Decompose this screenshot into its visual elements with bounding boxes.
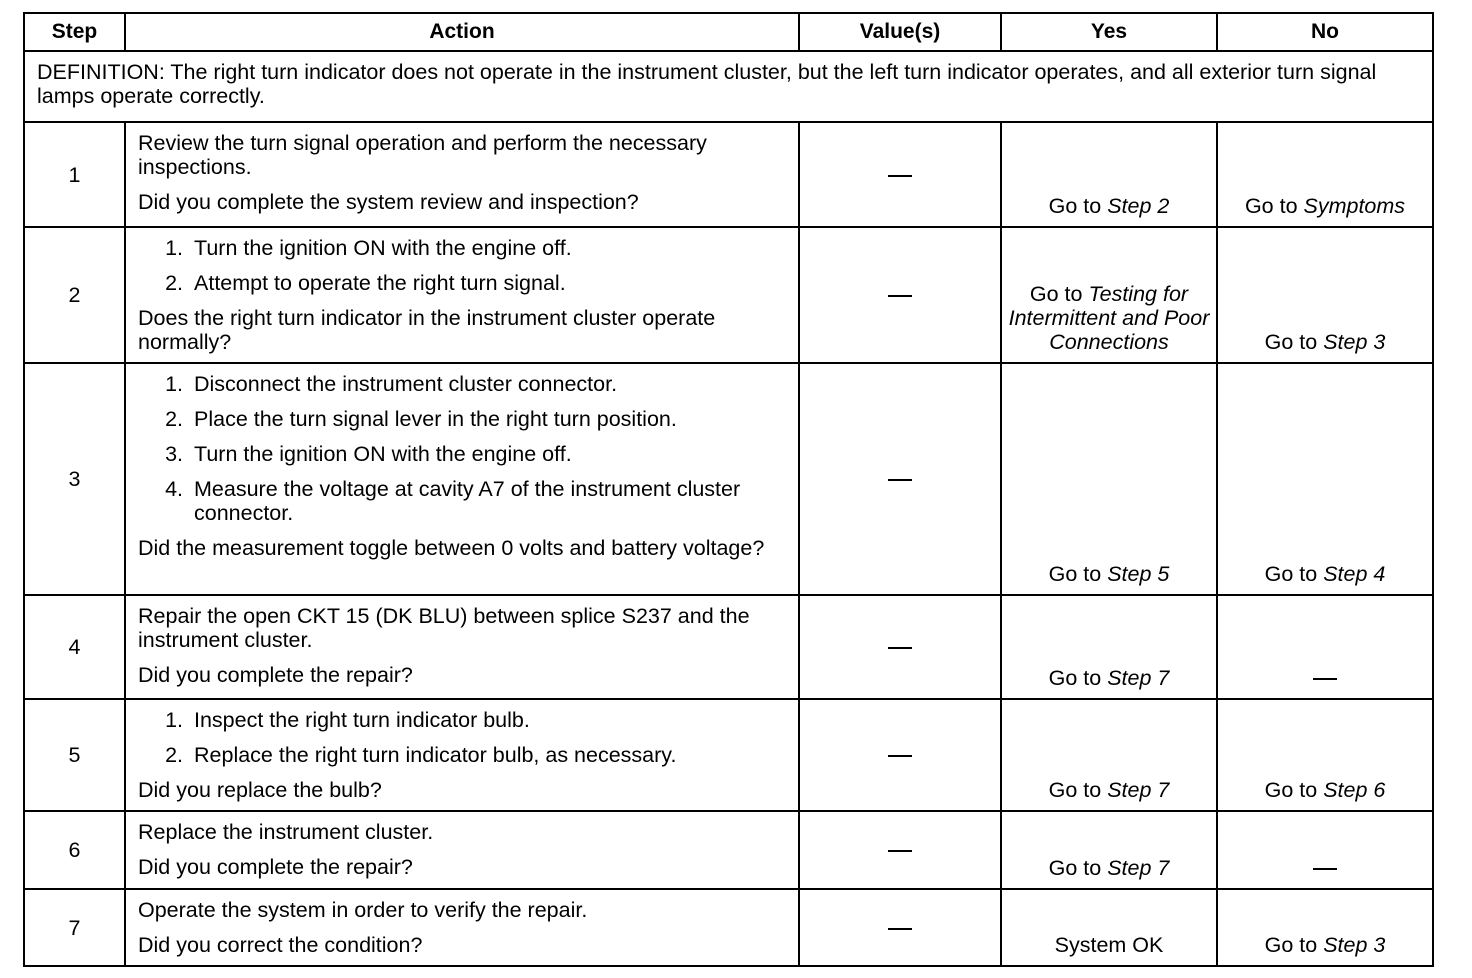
step-number: 3 (24, 363, 125, 595)
yes-goto-label: Go to (1029, 282, 1089, 306)
header-step: Step (24, 13, 125, 51)
value-cell (799, 699, 1001, 811)
value-cell (799, 363, 1001, 595)
value-dash (888, 479, 912, 481)
action-list-item (138, 477, 788, 525)
action-cell (125, 889, 799, 966)
definition-row (24, 51, 1433, 122)
list-item-text: Attempt to operate the right turn signal. (194, 271, 566, 295)
no-reference: Step 3 (1323, 330, 1386, 354)
action-question: Did you complete the repair? (138, 663, 413, 687)
header-action: Action (125, 13, 799, 51)
no-reference: Symptoms (1303, 194, 1406, 218)
step-row (24, 227, 1433, 363)
no-cell (1217, 595, 1433, 699)
action-instruction: Operate the system in order to verify the repair. (138, 898, 588, 922)
list-item-number: 4. (165, 477, 183, 501)
action-list-item (138, 372, 788, 396)
action-instruction: Replace the instrument cluster. (138, 820, 434, 844)
step-row (24, 363, 1433, 595)
no-cell (1217, 363, 1433, 595)
action-list-item (138, 271, 788, 295)
yes-cell (1001, 227, 1217, 363)
list-item-text: Place the turn signal lever in the right turn position. (194, 407, 677, 431)
header-yes: Yes (1001, 13, 1217, 51)
yes-cell (1001, 122, 1217, 227)
list-item-text: Turn the ignition ON with the engine off. (194, 236, 572, 260)
list-item-number: 2. (165, 743, 183, 767)
value-dash (888, 175, 912, 177)
action-cell (125, 699, 799, 811)
action-question: Did you complete the system review and inspection? (138, 190, 639, 214)
yes-reference: Step 7 (1107, 778, 1170, 802)
value-dash (888, 850, 912, 852)
step-number: 7 (24, 889, 125, 966)
value-dash (888, 295, 912, 297)
action-cell (125, 811, 799, 889)
no-dash-mark (1313, 678, 1337, 680)
no-goto-label: Go to (1264, 778, 1324, 802)
yes-goto-label: Go to (1048, 562, 1108, 586)
action-question: Did you replace the bulb? (138, 778, 382, 802)
yes-goto-label: Go to (1048, 778, 1108, 802)
action-cell (125, 122, 799, 227)
value-cell (799, 889, 1001, 966)
yes-reference: Step 2 (1107, 194, 1170, 218)
yes-reference: Testing for Intermittent and Poor Connections (1008, 282, 1210, 354)
list-item-number: 1. (165, 236, 183, 260)
definition-text: DEFINITION: The right turn indicator does not operate in the instrument cluster, but the left turn indicator operates, and all exterior turn signal lamps operate correctly. (24, 51, 1433, 122)
value-dash (888, 647, 912, 649)
list-item-text: Disconnect the instrument cluster connector. (194, 372, 618, 396)
no-cell (1217, 227, 1433, 363)
action-question: Did you correct the condition? (138, 933, 423, 957)
action-instruction: Review the turn signal operation and perform the necessary inspections. (138, 131, 707, 179)
action-cell (125, 595, 799, 699)
list-item-text: Replace the right turn indicator bulb, as necessary. (194, 743, 677, 767)
step-row (24, 699, 1433, 811)
action-instruction: Repair the open CKT 15 (DK BLU) between splice S237 and the instrument cluster. (138, 604, 750, 652)
value-cell (799, 122, 1001, 227)
action-list-item (138, 407, 788, 431)
action-list-item (138, 708, 788, 732)
no-goto-label: Go to (1264, 933, 1324, 957)
no-goto-label: Go to (1264, 562, 1324, 586)
list-item-number: 1. (165, 372, 183, 396)
no-cell (1217, 699, 1433, 811)
yes-cell (1001, 595, 1217, 699)
step-number: 2 (24, 227, 125, 363)
step-row (24, 889, 1433, 966)
value-dash (888, 755, 912, 757)
value-cell (799, 595, 1001, 699)
header-no: No (1217, 13, 1433, 51)
yes-reference: Step 5 (1107, 562, 1170, 586)
yes-cell (1001, 699, 1217, 811)
step-number: 1 (24, 122, 125, 227)
yes-cell (1001, 889, 1217, 966)
yes-cell (1001, 811, 1217, 889)
yes-goto-label: Go to (1048, 666, 1108, 690)
no-goto-label: Go to (1264, 330, 1324, 354)
step-row (24, 811, 1433, 889)
list-item-number: 1. (165, 708, 183, 732)
no-cell (1217, 889, 1433, 966)
list-item-text: Measure the voltage at cavity A7 of the instrument cluster connector. (194, 477, 741, 525)
yes-goto-label: Go to (1048, 194, 1108, 218)
yes-reference: Step 7 (1107, 856, 1170, 880)
header-row (24, 13, 1433, 51)
list-item-number: 2. (165, 407, 183, 431)
action-question: Did the measurement toggle between 0 volts and battery voltage? (138, 536, 765, 560)
action-list-item (138, 236, 788, 260)
list-item-number: 3. (165, 442, 183, 466)
yes-cell (1001, 363, 1217, 595)
no-cell (1217, 122, 1433, 227)
yes-goto-label: Go to (1048, 856, 1108, 880)
action-question: Did you complete the repair? (138, 855, 413, 879)
action-cell (125, 227, 799, 363)
yes-text: System OK (1054, 933, 1164, 957)
step-row (24, 595, 1433, 699)
list-item-number: 2. (165, 271, 183, 295)
action-list-item (138, 442, 788, 466)
no-cell (1217, 811, 1433, 889)
list-item-text: Turn the ignition ON with the engine off. (194, 442, 572, 466)
action-cell (125, 363, 799, 595)
no-reference: Step 4 (1323, 562, 1386, 586)
step-number: 5 (24, 699, 125, 811)
value-dash (888, 928, 912, 930)
diagnostic-table (23, 12, 1434, 967)
no-goto-label: Go to (1244, 194, 1304, 218)
header-values: Value(s) (799, 13, 1001, 51)
yes-reference: Step 7 (1107, 666, 1170, 690)
value-cell (799, 811, 1001, 889)
step-number: 6 (24, 811, 125, 889)
step-number: 4 (24, 595, 125, 699)
no-reference: Step 6 (1323, 778, 1386, 802)
list-item-text: Inspect the right turn indicator bulb. (194, 708, 530, 732)
no-dash-mark (1313, 868, 1337, 870)
action-list-item (138, 743, 788, 767)
step-row (24, 122, 1433, 227)
action-question: Does the right turn indicator in the instrument cluster operate normally? (138, 306, 716, 354)
no-reference: Step 3 (1323, 933, 1386, 957)
value-cell (799, 227, 1001, 363)
